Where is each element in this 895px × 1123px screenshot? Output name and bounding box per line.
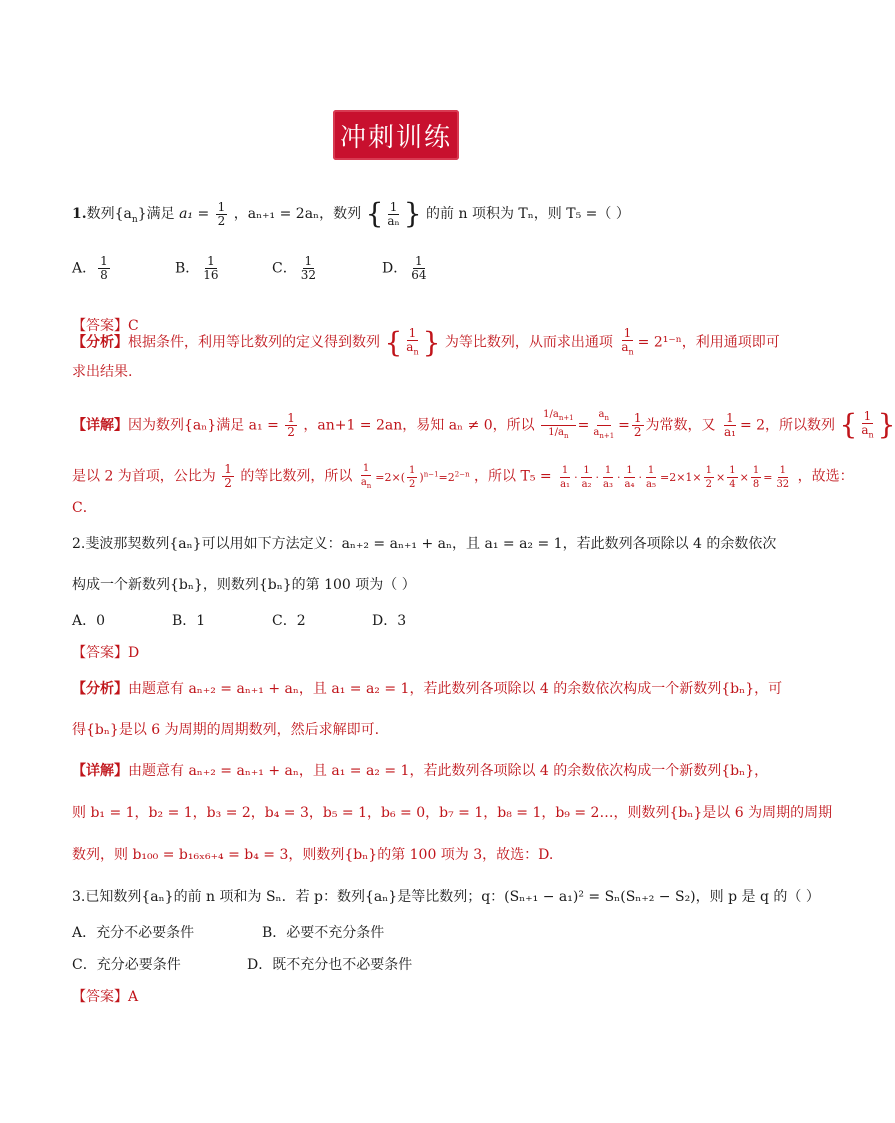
q3-option-d[interactable]: D．既不充分也不必要条件: [247, 957, 413, 973]
q1-detail-line2: 是以 2 为首项，公比为 $\frac{1}{2}$ 的等比数列，所以 $\frac{1}{a_n}$ =2×( $\frac{1}{2}$ )$^{n-1}=2^{2-n}$ ，所以 T₅ = $\frac{1}{\text{a₁}}$ · $\frac{1}{\text{a₂}}$ · $\frac{1}{\text{a₃}}$ · $\frac{1}{\text{a₄}}$ · $\frac{1}{\text{a₅}}$ =2×1× $\frac{1}{2}$ × $\frac{1}{4}$ × $\frac{1}{8}$ = $\frac{1}{32}$ ，故选：: [72, 462, 854, 490]
q3-option-c[interactable]: C．充分必要条件: [72, 957, 181, 973]
q1-stem: 1.数列$\{a_n\}$满足 a₁ = $\frac{1}{2}$ ，aₙ₊₁ = 2aₙ，数列 { $\frac{1}{\text{aₙ}}$ } 的前 n 项积为 Tₙ，则 T₅ =（ ）: [72, 197, 630, 230]
q1-detail-line3: C．: [72, 500, 97, 516]
q2-option-c[interactable]: C．2: [272, 613, 306, 629]
q1-cond1: a₁ =: [179, 206, 210, 222]
q2-stem-line1: 2.斐波那契数列{aₙ}可以用如下方法定义：aₙ₊₂ = aₙ₊₁ + aₙ，且 a₁ = a₂ = 1，若此数列各项除以 4 的余数依次: [72, 536, 777, 552]
q3-option-a[interactable]: A．充分不必要条件: [72, 925, 195, 941]
q1-text-c: 的前 n 项积为 Tₙ，则 T₅ =（ ）: [426, 206, 630, 222]
q1-text-b: }满足: [137, 206, 175, 222]
q2-option-d[interactable]: D．3: [372, 613, 407, 629]
q1-option-c[interactable]: C． $\frac{1}{32}$: [272, 254, 316, 282]
q2-analysis-line1: 【分析】由题意有 aₙ₊₂ = aₙ₊₁ + aₙ，且 a₁ = a₂ = 1，若此数列各项除以 4 的余数依次构成一个新数列{bₙ}，可: [72, 681, 783, 697]
q1-analysis-line2: 求出结果.: [72, 364, 133, 380]
q1-option-a[interactable]: A． $\frac{1}{8}$: [72, 254, 108, 282]
q3-stem: 3.已知数列{aₙ}的前 n 项和为 Sₙ．若 p：数列{aₙ}是等比数列；q：(Sₙ₊₁ − a₁)² = Sₙ(Sₙ₊₂ − S₂)，则 p 是 q 的（ ）: [72, 889, 820, 905]
q2-answer: 【答案】D: [72, 645, 140, 661]
q1-detail-line1: 【详解】因为数列{aₙ}满足 a₁ = $\frac{1}{2}$ ，an+1 = 2an，易知 aₙ ≠ 0，所以 $\frac{1/a_{n+1}}{1/a_n}$ = $\frac{a_n}{a_{n+1}}$ = $\frac{1}{2}$ 为常数，又 $\frac{1}{\text{a₁}}$ = 2，所以数列 { $\frac{1}{a_n}$ }: [72, 408, 895, 442]
q1-option-b[interactable]: B． $\frac{1}{16}$: [175, 254, 219, 282]
q1-number: 1.: [72, 206, 87, 222]
q1-text-a: 数列{a: [86, 206, 132, 222]
section-banner: 冲刺训练: [333, 110, 459, 160]
q1-cond2: ，aₙ₊₁ = 2aₙ，数列: [233, 206, 362, 222]
q1-option-d[interactable]: D． $\frac{1}{64}$: [382, 254, 427, 282]
q3-option-b[interactable]: B．必要不充分条件: [262, 925, 385, 941]
q2-detail-line2: 则 b₁ = 1，b₂ = 1，b₃ = 2，b₄ = 3，b₅ = 1，b₆ = 0，b₇ = 1，b₈ = 1，b₉ = 2…，则数列{bₙ}是以 6 为周期的周期: [72, 805, 833, 821]
q1-cond1-frac: $\frac{1}{2}$: [217, 199, 226, 228]
q1-answer: 【答案】C: [72, 318, 139, 334]
q2-stem-line2: 构成一个新数列{bₙ}，则数列{bₙ}的第 100 项为（ ）: [72, 577, 416, 593]
q2-option-b[interactable]: B．1: [172, 613, 206, 629]
q2-option-a[interactable]: A．0: [72, 613, 106, 629]
q3-answer: 【答案】A: [72, 989, 139, 1005]
q2-detail-line3: 数列，则 b₁₀₀ = b₁₆ₓ₆₊₄ = b₄ = 3，则数列{bₙ}的第 100 项为 3，故选：D.: [72, 847, 554, 863]
q2-detail-line1: 【详解】由题意有 aₙ₊₂ = aₙ₊₁ + aₙ，且 a₁ = a₂ = 1，若此数列各项除以 4 的余数依次构成一个新数列{bₙ}，: [72, 763, 769, 779]
q2-analysis-line2: 得{bₙ}是以 6 为周期的周期数列，然后求解即可.: [72, 722, 380, 738]
q1-analysis-line1: 【分析】根据条件，利用等比数列的定义得到数列 { $\frac{1}{a_n}$ } 为等比数列，从而求出通项 $\frac{1}{a_n}$ = 2¹⁻ⁿ，利用通项即可: [72, 325, 780, 359]
q1-seq-brace: { $\frac{1}{\text{aₙ}}$ }: [365, 197, 422, 230]
